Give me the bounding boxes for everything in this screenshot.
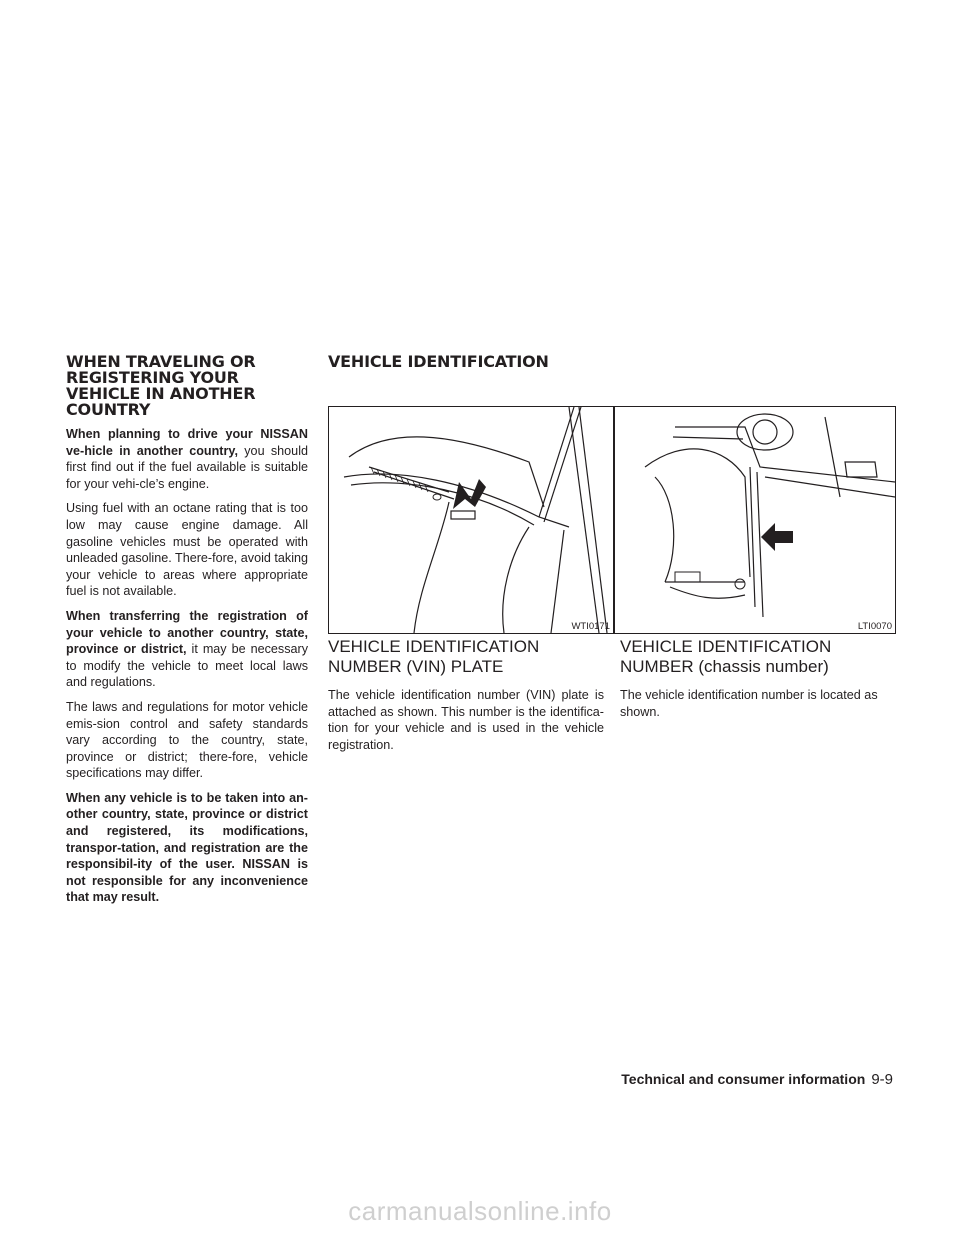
travel-paragraph-2: Using fuel with an octane rating that is too low may cause engine damage. All gasoline vehicles must be operated with unleaded gasoline. There-fore, avoid taking your vehicle to areas where appropriate fuel is not available. (66, 501, 309, 599)
travel-heading: WHEN TRAVELING OR REGISTERING YOUR VEHICLE IN ANOTHER COUNTRY (66, 352, 256, 419)
chassis-subheading: VEHICLE IDENTIFICATION NUMBER (chassis number) (620, 637, 832, 676)
footer-section-title: Technical and consumer information (621, 1071, 866, 1087)
chassis-number-figure (614, 406, 896, 634)
vin-plate-body: The vehicle identification number (VIN) plate is attached as shown. This number is the identifica-tion for your vehicle and is used in the vehicle registration. (328, 688, 604, 752)
page-number: 9-9 (871, 1071, 893, 1088)
vin-plate-figure (328, 406, 614, 634)
page-footer (621, 1071, 893, 1088)
travel-paragraph-4: The laws and regulations for motor vehicle emis-sion control and safety standards vary according to the country, state, province or district; there-fore, vehicle specifications may differ. (66, 699, 308, 781)
chassis-body: The vehicle identification number is located as shown. (620, 688, 878, 719)
vin-plate-illustration (329, 407, 613, 633)
chassis-figure-code: LTI0070 (857, 621, 892, 632)
vin-plate-section (328, 637, 604, 761)
vin-figure-code: WTI0171 (571, 621, 610, 632)
watermark: carmanualsonline.info (348, 1196, 612, 1226)
travel-paragraph-5 (66, 790, 308, 906)
travel-paragraph-3 (66, 608, 308, 691)
vehicle-id-heading: VEHICLE IDENTIFICATION (328, 352, 549, 371)
travel-paragraph-1 (66, 426, 308, 492)
travel-p5-bold: When any vehicle is to be taken into an-other country, state, province or district and registered, its modifications, transpor-tation, and registration are the responsibil-ity of the user. NISSAN is not responsible for any inconvenience that may result. (66, 790, 308, 905)
left-column (66, 354, 308, 914)
chassis-number-section (620, 637, 896, 728)
vehicle-id-heading-wrap (328, 354, 728, 370)
travel-p1-bold: When planning to drive your NISSAN ve-hicle in another country, (66, 427, 308, 458)
travel-p3-rest: it may be necessary to modify the vehicle to meet local laws and regulations. (66, 642, 308, 690)
travel-p3-bold: When transferring the registration of your vehicle to another country, state, province or district, (66, 608, 308, 657)
vin-plate-subheading: VEHICLE IDENTIFICATION NUMBER (VIN) PLATE (328, 637, 540, 676)
travel-p1-rest: you should first find out if the fuel available is suitable for your vehi-cle’s engine. (66, 443, 308, 491)
chassis-illustration (615, 407, 895, 633)
